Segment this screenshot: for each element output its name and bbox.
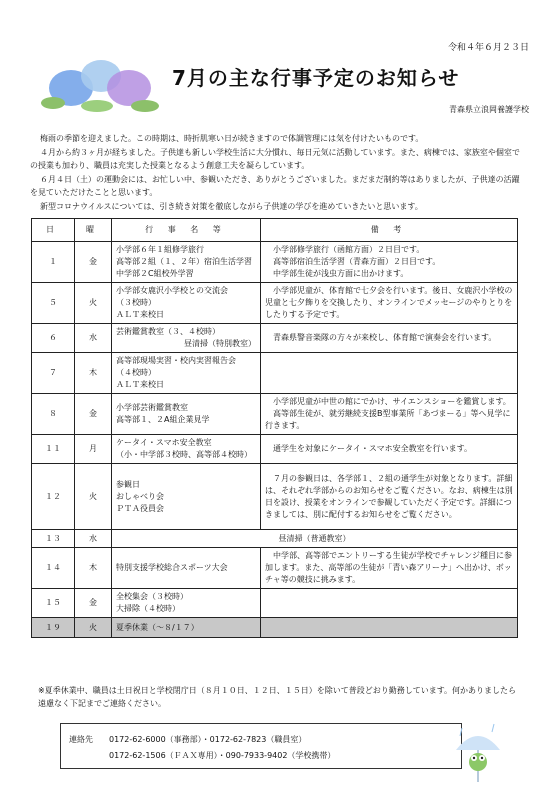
cell-day: １１ bbox=[32, 435, 75, 464]
cell-remarks bbox=[261, 618, 518, 638]
cell-day: ５ bbox=[32, 283, 75, 324]
table-row bbox=[32, 283, 518, 324]
cell-event bbox=[112, 530, 518, 548]
cell-day: １２ bbox=[32, 464, 75, 530]
cell-weekday: 火 bbox=[75, 464, 112, 530]
hydrangea-illustration bbox=[33, 48, 163, 118]
cell-event bbox=[112, 618, 261, 638]
cell-remarks bbox=[261, 435, 518, 464]
cell-event bbox=[112, 353, 261, 394]
event-line: 夏季休業（～８/１７） bbox=[116, 622, 199, 632]
event-line: ＰＴＡ役員会 bbox=[116, 503, 164, 513]
table-row bbox=[32, 589, 518, 618]
cell-weekday: 木 bbox=[75, 548, 112, 589]
event-line: 高等部１、２A組企業見学 bbox=[116, 415, 210, 424]
cell-day: １３ bbox=[32, 530, 75, 548]
cell-day: １５ bbox=[32, 589, 75, 618]
cell-weekday: 金 bbox=[75, 589, 112, 618]
intro-paragraph: 梅雨の季節を迎えました。この時期は、時折肌寒い日が続きますので体調管理には気を付けたいものです。 bbox=[40, 134, 424, 143]
event-line: 芸術鑑賞教室（３、４校時） bbox=[116, 327, 220, 336]
cell-remarks bbox=[261, 394, 518, 435]
cell-event bbox=[112, 548, 261, 589]
remark-line: 中学部生徒が浅虫方面に出かけます。 bbox=[273, 269, 409, 278]
cell-remarks bbox=[261, 464, 518, 530]
cell-weekday: 金 bbox=[75, 394, 112, 435]
event-line: 昼清掃（普通教室） bbox=[278, 533, 351, 543]
event-line: 大掃除（４校時） bbox=[116, 604, 180, 613]
cell-weekday: 木 bbox=[75, 353, 112, 394]
table-row bbox=[32, 618, 518, 638]
cell-remarks bbox=[261, 548, 518, 589]
cell-day: １ bbox=[32, 242, 75, 283]
cell-event bbox=[112, 464, 261, 530]
cell-event bbox=[112, 242, 261, 283]
table-row bbox=[32, 394, 518, 435]
remark-line: 小学部児童が、体育館で七夕会を行います。後日、女鹿沢小学校の児童と七夕飾りを交換したり、オンラインでメッセージのやりとりをしたりする予定です。 bbox=[265, 286, 513, 319]
event-line: （小・中学部３校時、高等部４校時） bbox=[116, 450, 252, 459]
remark-line: 小学部児童が中世の館にでかけ、サイエンスショーを鑑賞します。 bbox=[273, 397, 511, 406]
cell-remarks bbox=[261, 353, 518, 394]
table-row bbox=[32, 464, 518, 530]
event-line: 特別支援学校総合スポーツ大会 bbox=[116, 563, 228, 572]
cell-weekday: 金 bbox=[75, 242, 112, 283]
event-line: 参観日 bbox=[116, 479, 140, 489]
table-row bbox=[32, 353, 518, 394]
intro-text bbox=[30, 132, 520, 213]
remark-line: 青森県警音楽隊の方々が来校し、体育館で演奏会を行います。 bbox=[273, 333, 497, 342]
remark-line: 小学部修学旅行（函館方面）２日目です。 bbox=[273, 245, 425, 254]
intro-paragraph: ６月４日（土）の運動会には、お忙しい中、参観いただき、ありがとうございました。まだまだ制約等はありましたが、子供達の活躍を見ていただけたことと思います。 bbox=[30, 174, 520, 197]
remark-line: 通学生を対象にケータイ・スマホ安全教室を行います。 bbox=[273, 444, 473, 453]
cell-weekday: 水 bbox=[75, 530, 112, 548]
document-date: 令和４年６月２３日 bbox=[447, 43, 529, 53]
contact-label: 連絡先 bbox=[69, 735, 93, 744]
table-row bbox=[32, 548, 518, 589]
remark-line: 高等部宿泊生活学習（青森方面）２日目です。 bbox=[273, 257, 441, 266]
frog-umbrella-illustration bbox=[448, 708, 508, 788]
cell-weekday: 火 bbox=[75, 618, 112, 638]
cell-day: ７ bbox=[32, 353, 75, 394]
contact-fax-line: 0172-62-1506（ＦＡＸ専用）・090-7933-9402（学校携帯） bbox=[109, 751, 336, 760]
cell-day: ６ bbox=[32, 324, 75, 353]
table-header-row bbox=[32, 219, 518, 242]
event-line: 高等部２組（１、２年）宿泊生活学習 bbox=[116, 257, 252, 266]
event-line: ケータイ・スマホ安全教室 bbox=[116, 438, 212, 447]
table-row bbox=[32, 324, 518, 353]
summer-note: ※夏季休業中、職員は土日祝日と学校閉庁日（８月１０日、１２日、１５日）を除いて普段どおり勤務しています。何かありましたら遠慮なく下記までご連絡ください。 bbox=[38, 686, 517, 708]
header-remarks: 備 考 bbox=[261, 219, 518, 242]
table-row bbox=[32, 435, 518, 464]
remark-line: 高等部生徒が、就労継続支援B型事業所「あづまーる」等へ見学に行きます。 bbox=[265, 409, 511, 430]
event-line: ＡＬＴ来校日 bbox=[116, 310, 164, 319]
cell-event bbox=[112, 394, 261, 435]
cell-day: ８ bbox=[32, 394, 75, 435]
school-name: 青森県立浪岡養護学校 bbox=[449, 105, 529, 114]
cell-event bbox=[112, 435, 261, 464]
cell-event bbox=[112, 283, 261, 324]
event-line: 小学部女鹿沢小学校との交流会 bbox=[116, 286, 228, 295]
cell-remarks bbox=[261, 589, 518, 618]
event-line: （３校時） bbox=[116, 298, 156, 307]
event-line: （４校時） bbox=[116, 368, 156, 377]
cell-remarks bbox=[261, 283, 518, 324]
cell-weekday: 火 bbox=[75, 283, 112, 324]
cell-event bbox=[112, 589, 261, 618]
cell-weekday: 水 bbox=[75, 324, 112, 353]
cell-weekday: 月 bbox=[75, 435, 112, 464]
cell-remarks bbox=[261, 324, 518, 353]
intro-paragraph: ４月から約３ヶ月が経ちました。子供達も新しい学校生活に大分慣れ、毎日元気に活動しています。また、病棟では、家族室や個室での授業も加わり、職員は充実した授業となるよう創意工夫を凝らしています。 bbox=[30, 147, 520, 170]
cell-day: １４ bbox=[32, 548, 75, 589]
header-day: 日 bbox=[32, 219, 75, 242]
header-weekday: 曜 bbox=[75, 219, 112, 242]
event-line: 小学部芸術鑑賞教室 bbox=[116, 403, 188, 412]
contact-phone-line: 0172-62-6000（事務部）・0172-62-7823（職員室） bbox=[109, 735, 307, 744]
event-line: 全校集会（３校時） bbox=[116, 592, 188, 601]
cell-day: １９ bbox=[32, 618, 75, 638]
event-line: 昼清掃（特別教室） bbox=[184, 339, 256, 348]
contact-box bbox=[60, 723, 462, 769]
header-event: 行 事 名 等 bbox=[112, 219, 261, 242]
event-line: ＡＬＴ来校日 bbox=[116, 380, 164, 389]
table-row bbox=[32, 242, 518, 283]
cell-remarks bbox=[261, 242, 518, 283]
cell-event bbox=[112, 324, 261, 353]
remark-line: 中学部、高等部でエントリーする生徒が学校でチャレンジ種目に参加します。また、高等部の生徒が「青い森アリーナ」へ出かけ、ボッチャ等の競技に挑みます。 bbox=[265, 551, 512, 584]
event-line: 小学部６年１組修学旅行 bbox=[116, 245, 204, 254]
table-row bbox=[32, 530, 518, 548]
schedule-table bbox=[31, 218, 518, 638]
event-line: おしゃべり会 bbox=[116, 491, 164, 501]
page-title: 7月の主な行事予定のお知らせ bbox=[172, 66, 460, 90]
event-line: 高等部現場実習・校内実習報告会 bbox=[116, 356, 236, 365]
intro-paragraph: 新型コロナウイルスについては、引き続き対策を徹底しながら子供達の学びを進めていきたいと思います。 bbox=[40, 201, 423, 211]
remark-line: ７月の参観日は、各学部１、２組の通学生が対象となります。詳細は、それぞれ学部からのお知らせをご覧ください。なお、病棟生は別日を設け、授業をオンラインで参観していただく予定です。詳細につきましては、別に配付するお知らせをご覧ください。 bbox=[265, 473, 513, 519]
event-line: 中学部２C組校外学習 bbox=[116, 269, 194, 278]
